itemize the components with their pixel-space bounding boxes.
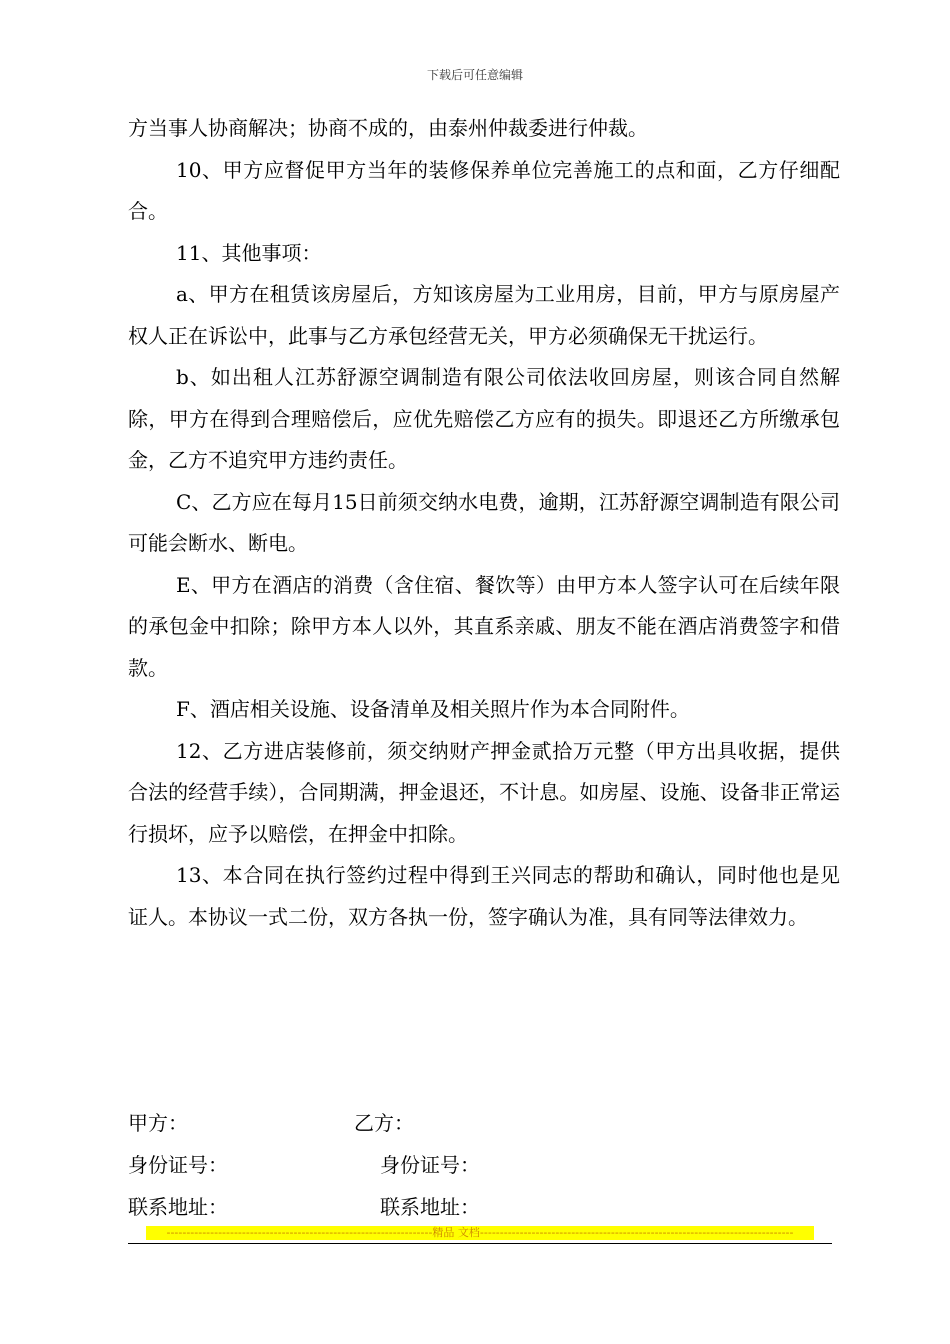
paragraph-clause-11e: E、甲方在酒店的消费（含住宿、餐饮等）由甲方本人签字认可在后续年限的承包金中扣除；除甲方本人以外，其直系亲戚、朋友不能在酒店消费签字和借款。 xyxy=(128,572,840,680)
paragraph-clause-11a: a、甲方在租赁该房屋后，方知该房屋为工业用房，目前，甲方与原房屋产权人正在诉讼中，此事与乙方承包经营无关，甲方必须确保无干扰运行。 xyxy=(128,282,840,348)
signature-block xyxy=(128,1102,840,1228)
signature-row-id xyxy=(128,1144,840,1186)
paragraph-clause-11b: b、如出租人江苏舒源空调制造有限公司依法收回房屋，则该合同自然解除，甲方在得到合理赔偿后，应优先赔偿乙方应有的损失。即退还乙方所缴承包金，乙方不追究甲方违约责任。 xyxy=(128,365,840,472)
party-b-label: 乙方： xyxy=(354,1111,414,1135)
footer-banner: -------------------------------------------------------------------精品 文档------------------------------------------------------------------------------- xyxy=(146,1226,814,1240)
signature-row-party xyxy=(128,1102,840,1144)
paragraph-clause-11: 11、其他事项： xyxy=(176,240,322,265)
party-b-address-label: 联系地址： xyxy=(380,1195,480,1219)
paragraph-clause-13: 13、本合同在执行签约过程中得到王兴同志的帮助和确认，同时他也是见证人。本协议一式二份，双方各执一份，签字确认为准，具有同等法律效力。 xyxy=(128,863,840,929)
party-a-label: 甲方： xyxy=(128,1111,188,1135)
party-b-id-label: 身份证号： xyxy=(380,1153,480,1177)
header-note: 下载后可任意编辑 xyxy=(426,68,523,82)
paragraph-clause-10: 10、甲方应督促甲方当年的装修保养单位完善施工的点和面，乙方仔细配合。 xyxy=(128,157,840,223)
paragraph-clause-11f: F、酒店相关设施、设备清单及相关照片作为本合同附件。 xyxy=(176,697,690,721)
paragraph-1: 方当事人协商解决；协商不成的，由泰州仲裁委进行仲裁。 xyxy=(128,116,648,140)
party-a-id-label: 身份证号： xyxy=(128,1153,228,1177)
paragraph-clause-11c: C、乙方应在每月15日前须交纳水电费，逾期，江苏舒源空调制造有限公司可能会断水、断电。 xyxy=(128,489,840,555)
document-body xyxy=(128,108,840,938)
footer-divider xyxy=(128,1243,832,1244)
party-a-address-label: 联系地址： xyxy=(128,1195,228,1219)
paragraph-clause-12: 12、乙方进店装修前，须交纳财产押金贰拾万元整（甲方出具收据，提供合法的经营手续），合同期满，押金退还，不计息。如房屋、设施、设备非正常运行损坏，应予以赔偿，在押金中扣除。 xyxy=(128,738,840,846)
signature-row-address xyxy=(128,1186,840,1228)
